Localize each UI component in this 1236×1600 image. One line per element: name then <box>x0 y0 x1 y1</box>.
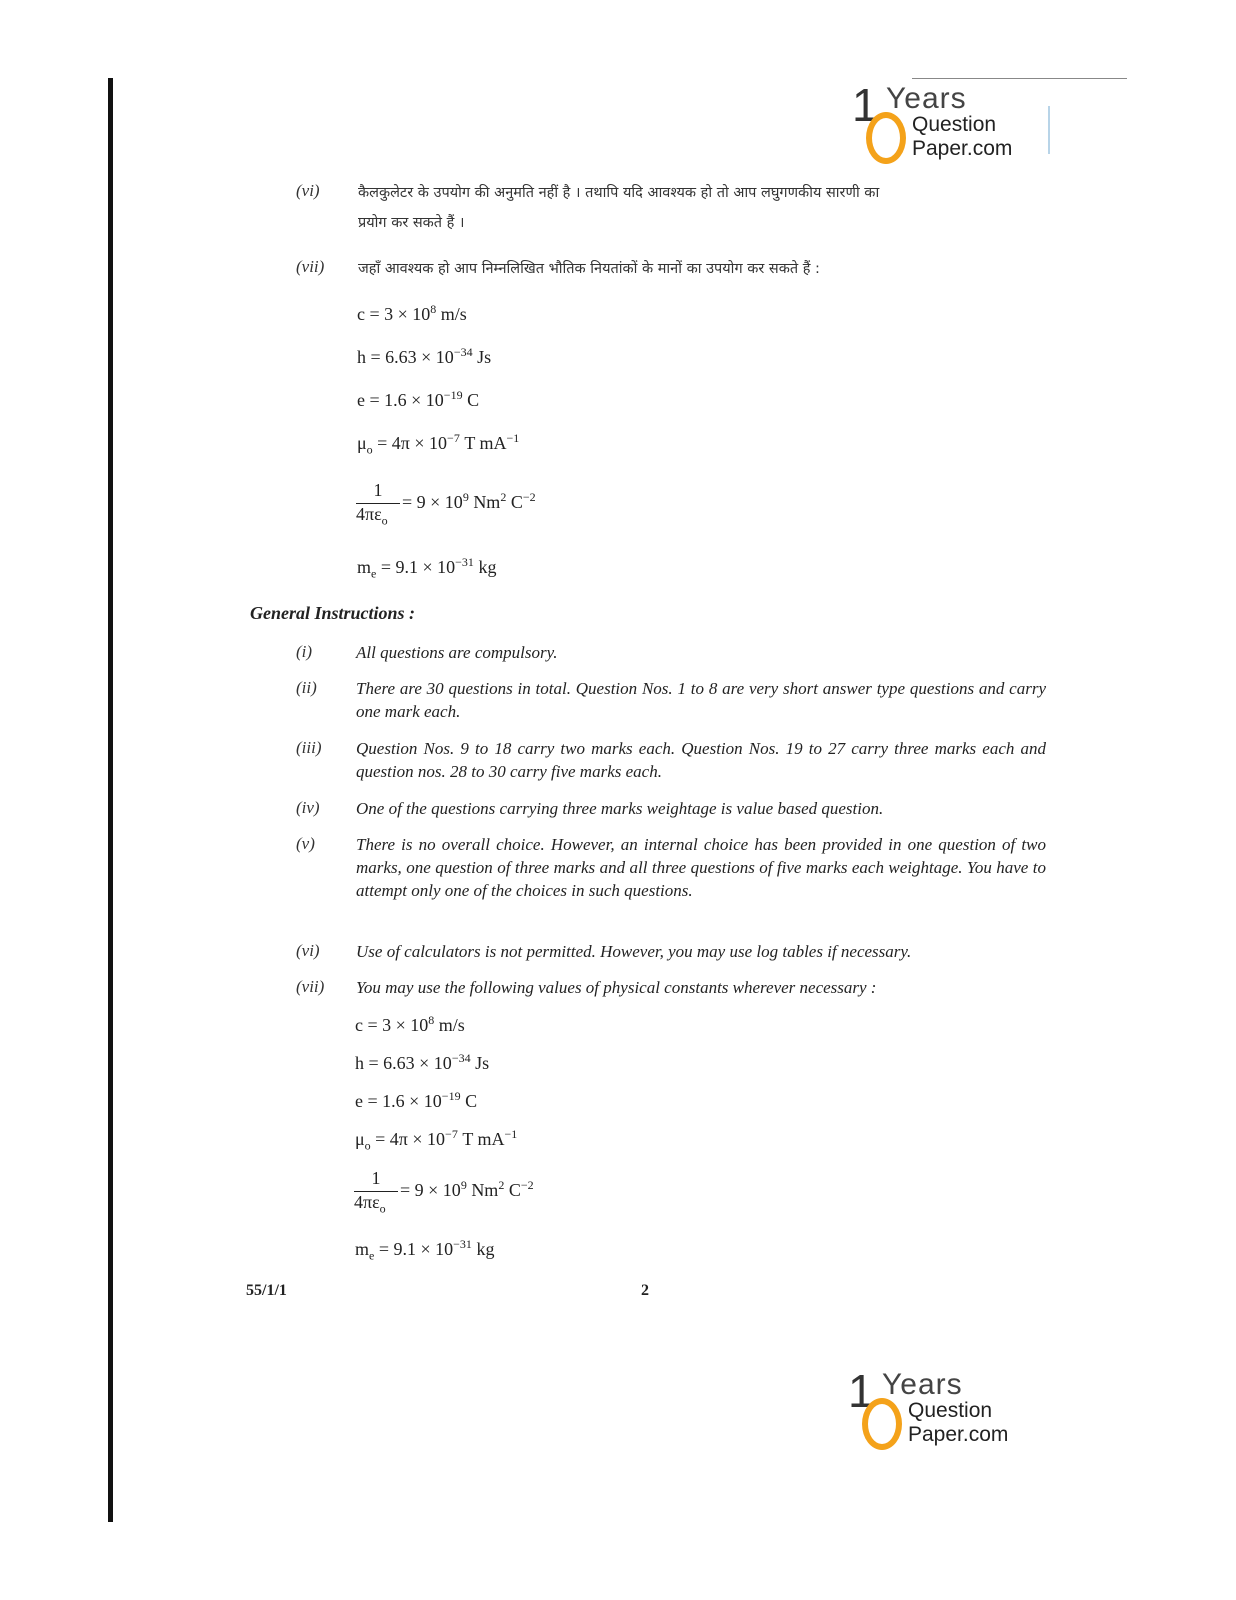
hindi-item-text <box>358 254 1048 284</box>
instruction-num: (i) <box>296 642 313 661</box>
instruction-num: (iii) <box>296 738 322 757</box>
instruction-text: Use of calculators is not permitted. However, you may use log tables if necessary. <box>356 942 912 961</box>
logo-digit-one: 1 <box>848 1365 874 1417</box>
constant-mu0: $\mu_o = 4\pi \times 10^{-7}$ T $mA^{-1}$ <box>355 1127 518 1153</box>
logo-years: Years <box>882 1368 963 1401</box>
logo-paper: Paper.com <box>912 137 1013 160</box>
constant-me: $m_e = 9.1 \times 10^{-31}$ kg <box>355 1237 495 1263</box>
top-rule <box>912 78 1127 79</box>
constant-c: $c = 3 \times 10^8$ m/s <box>355 1013 465 1035</box>
general-instructions-heading: General Instructions : <box>250 603 416 623</box>
hindi-item-text <box>358 178 1048 238</box>
instruction-text: There is no overall choice. However, an internal choice has been provided in one question of two marks, one question of three marks and all three questions of five marks each weightage. You have to attempt only one of the choices in such questions. <box>356 835 1046 900</box>
constant-c: $c = 3 \times 10^8$ m/s <box>357 302 467 324</box>
logo-question: Question <box>908 1399 993 1422</box>
logo-orange-ring <box>866 112 906 164</box>
constant-e: $e = 1.6 \times 10^{-19}$ C <box>357 388 480 410</box>
hindi-item-line: प्रयोग कर सकते हैं । <box>358 215 465 231</box>
logo-paper: Paper.com <box>908 1423 1009 1446</box>
instruction-num: (ii) <box>296 678 317 697</box>
instruction-num: (v) <box>296 834 315 853</box>
constant-h: $h = 6.63 \times 10^{-34}$ Js <box>357 345 492 367</box>
logo-years: Years <box>886 82 967 115</box>
watermark-logo-bottom <box>848 1365 1048 1463</box>
instruction-num: (vii) <box>296 977 325 996</box>
constant-me: $m_e = 9.1 \times 10^{-31}$ kg <box>357 555 497 581</box>
logo-divider <box>1048 106 1050 154</box>
page-left-border <box>108 78 113 1522</box>
constant-e: $e = 1.6 \times 10^{-19}$ C <box>355 1089 478 1111</box>
logo-orange-ring <box>862 1398 902 1450</box>
watermark-logo-top <box>852 79 1052 177</box>
instruction-text: There are 30 questions in total. Question Nos. 1 to 8 are very short answer type questions and carry one mark each. <box>356 679 1046 721</box>
logo-question: Question <box>912 113 997 136</box>
constant-h: $h = 6.63 \times 10^{-34}$ Js <box>355 1051 490 1073</box>
instruction-text: All questions are compulsory. <box>356 643 558 662</box>
instruction-text: You may use the following values of physical constants wherever necessary : <box>356 978 877 997</box>
instruction-num: (vi) <box>296 941 320 960</box>
instruction-text: Question Nos. 9 to 18 carry two marks each. Question Nos. 19 to 27 carry three marks each and question nos. 28 to 30 carry five marks each. <box>356 739 1046 781</box>
hindi-item-line: जहाँ आवश्यक हो आप निम्नलिखित भौतिक नियतांकों के मानों का उपयोग कर सकते हैं : <box>358 261 820 277</box>
hindi-item-line: कैलकुलेटर के उपयोग की अनुमति नहीं है । तथापि यदि आवश्यक हो तो आप लघुगणकीय सारणी का <box>358 185 880 201</box>
paper-code: 55/1/1 <box>246 1282 287 1299</box>
hindi-item-num: (vi) <box>296 181 320 200</box>
hindi-item-num: (vii) <box>296 257 325 276</box>
logo-digit-one: 1 <box>852 79 878 131</box>
constant-mu0: $\mu_o = 4\pi \times 10^{-7}$ T $mA^{-1}$ <box>357 431 520 457</box>
page-number: 2 <box>641 1282 649 1299</box>
instruction-num: (iv) <box>296 798 320 817</box>
instruction-text: One of the questions carrying three marks weightage is value based question. <box>356 799 884 818</box>
